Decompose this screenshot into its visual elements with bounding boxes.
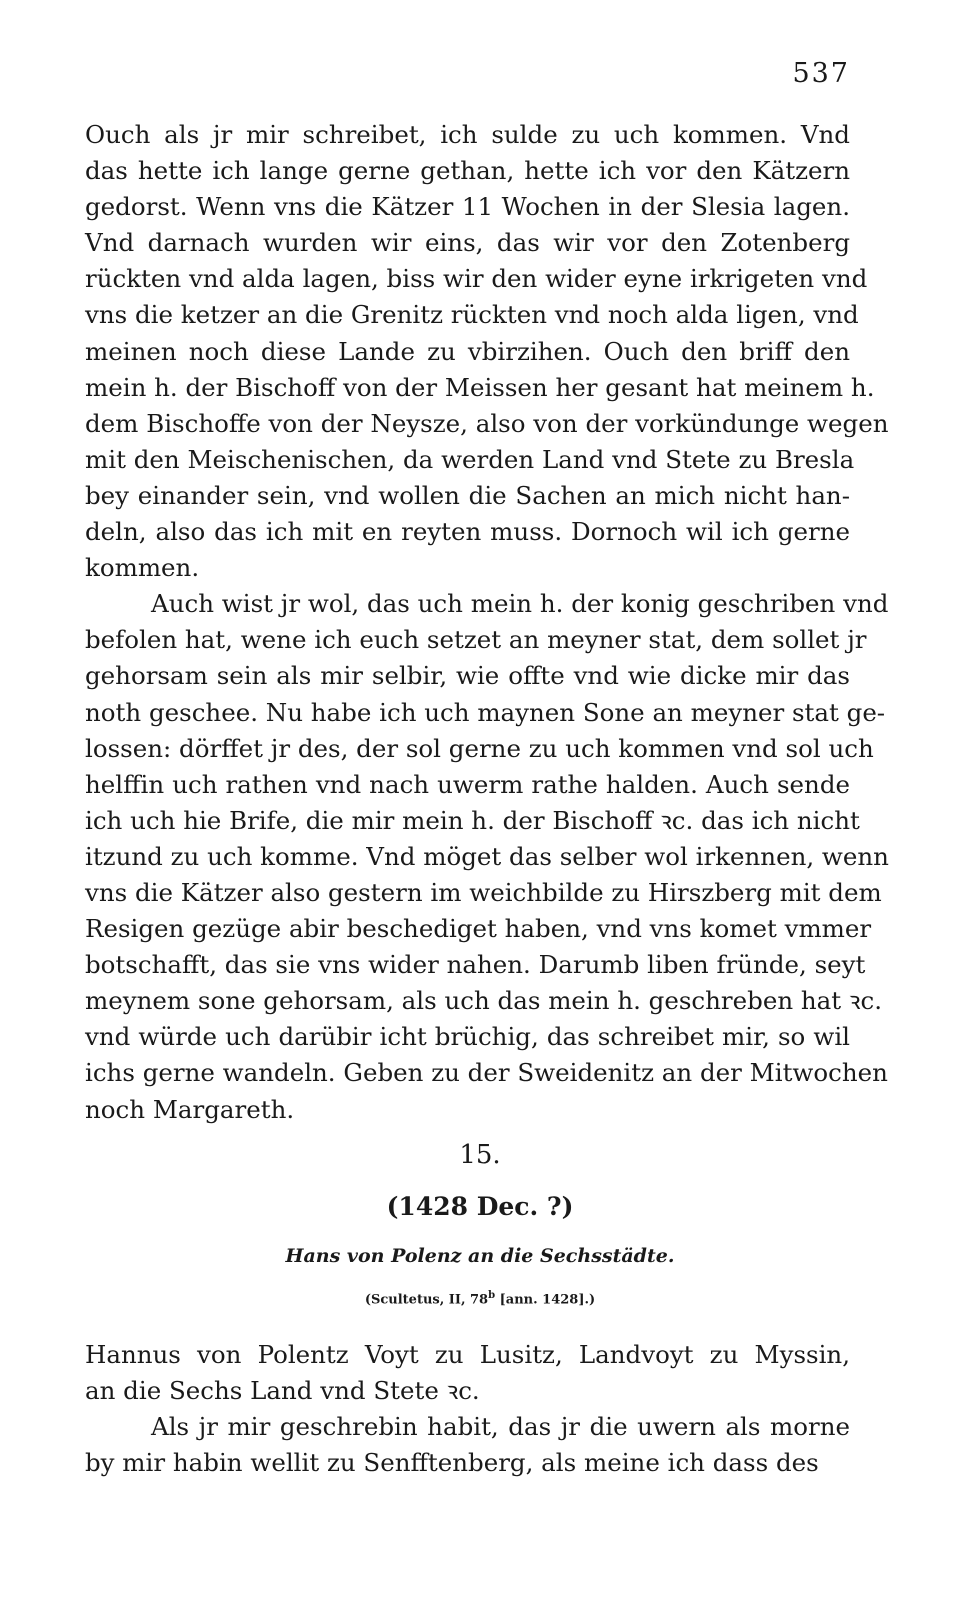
second-letter-body bbox=[85, 1337, 850, 1481]
text-line: kommen. bbox=[85, 553, 200, 583]
text-line: noch Margareth. bbox=[85, 1094, 295, 1124]
text-line: mein h. der Bischoff von der Meissen her gesant hat meinem h. bbox=[85, 372, 875, 402]
text-line: meynem sone gehorsam, als uch das mein h. geschreben hat ꝛc. bbox=[85, 986, 883, 1016]
text-line: an die Sechs Land vnd Stete ꝛc. bbox=[85, 1376, 480, 1406]
text-line: das hette ich lange gerne gethan, hette ich vor den Kätzern bbox=[85, 156, 850, 186]
opening-paragraph bbox=[85, 1409, 850, 1481]
text-line: Auch wist jr wol, das uch mein h. der konig geschriben vnd bbox=[151, 589, 889, 619]
text-line: mit den Meischenischen, da werden Land vnd Stete zu Bresla bbox=[85, 444, 855, 474]
text-line: gehorsam sein als mir selbir, wie offte vnd wie dicke mir das bbox=[85, 661, 850, 691]
paragraph-1 bbox=[85, 117, 889, 586]
paragraph-2 bbox=[85, 586, 889, 1127]
text-line: ichs gerne wandeln. Geben zu der Sweidenitz an der Mitwochen bbox=[85, 1058, 888, 1088]
source-suffix: [ann. 1428].) bbox=[495, 1292, 596, 1308]
text-line: Als jr mir geschrebin habit, das jr die uwern als morne bbox=[151, 1412, 850, 1442]
text-line: befolen hat, wene ich euch setzet an meyner stat, dem sollet jr bbox=[85, 625, 867, 655]
text-line: bey einander sein, vnd wollen die Sachen an mich nicht han- bbox=[85, 480, 850, 510]
text-line: vnd würde uch darübir icht brüchig, das schreibet mir, so wil bbox=[85, 1022, 850, 1052]
text-line: Vnd darnach wurden wir eins, das wir vor den Zotenberg bbox=[85, 228, 850, 258]
text-line: noth geschee. Nu habe ich uch maynen Sone an meyner stat ge- bbox=[85, 697, 886, 727]
text-line: itzund zu uch komme. Vnd möget das selber wol irkennen, wenn bbox=[85, 841, 889, 871]
text-line: Ouch als jr mir schreibet, ich sulde zu uch kommen. Vnd bbox=[85, 120, 850, 149]
text-line: vns die ketzer an die Grenitz rückten vnd noch alda ligen, vnd bbox=[85, 300, 859, 330]
section-date: (1428 Dec. ?) bbox=[386, 1192, 574, 1221]
source-superscript: b bbox=[488, 1290, 496, 1301]
source-prefix: (Scultetus, II, 78 bbox=[364, 1292, 489, 1308]
text-line: ich uch hie Brife, die mir mein h. der Bischoff ꝛc. das ich nicht bbox=[85, 805, 860, 835]
text-line: botschafft, das sie vns wider nahen. Darumb liben fründe, seyt bbox=[85, 950, 866, 980]
salutation-paragraph bbox=[85, 1337, 850, 1409]
text-line: vns die Kätzer also gestern im weichbilde zu Hirszberg mit dem bbox=[85, 877, 882, 907]
text-line: dem Bischoffe von der Neysze, also von der vorkündunge wegen bbox=[85, 408, 889, 438]
text-line: Hannus von Polentz Voyt zu Lusitz, Landvoyt zu Myssin, bbox=[85, 1340, 850, 1369]
section-number: 15. bbox=[459, 1140, 501, 1170]
text-line: rückten vnd alda lagen, biss wir den wider eyne irkrigeten vnd bbox=[85, 264, 868, 294]
section-title: Hans von Polenz an die Sechsstädte. bbox=[285, 1245, 675, 1267]
text-line: helffin uch rathen vnd nach uwerm rathe halden. Auch sende bbox=[85, 769, 850, 799]
page-number: 537 bbox=[792, 58, 850, 89]
text-line: deln, also das ich mit en reyten muss. Dornoch wil ich gerne bbox=[85, 517, 850, 547]
text-line: Resigen gezüge abir beschediget haben, vnd vns komet vmmer bbox=[85, 914, 872, 944]
source-citation bbox=[0, 1290, 960, 1307]
text-line: gedorst. Wenn vns die Kätzer 11 Wochen in der Slesia lagen. bbox=[85, 192, 850, 222]
text-line: by mir habin wellit zu Senfftenberg, als meine ich dass des bbox=[85, 1448, 819, 1478]
text-line: meinen noch diese Lande zu vbirzihen. Ouch den briff den bbox=[85, 336, 850, 366]
letter-body bbox=[85, 117, 889, 1128]
text-line: lossen: dörffet jr des, der sol gerne zu uch kommen vnd sol uch bbox=[85, 733, 874, 763]
